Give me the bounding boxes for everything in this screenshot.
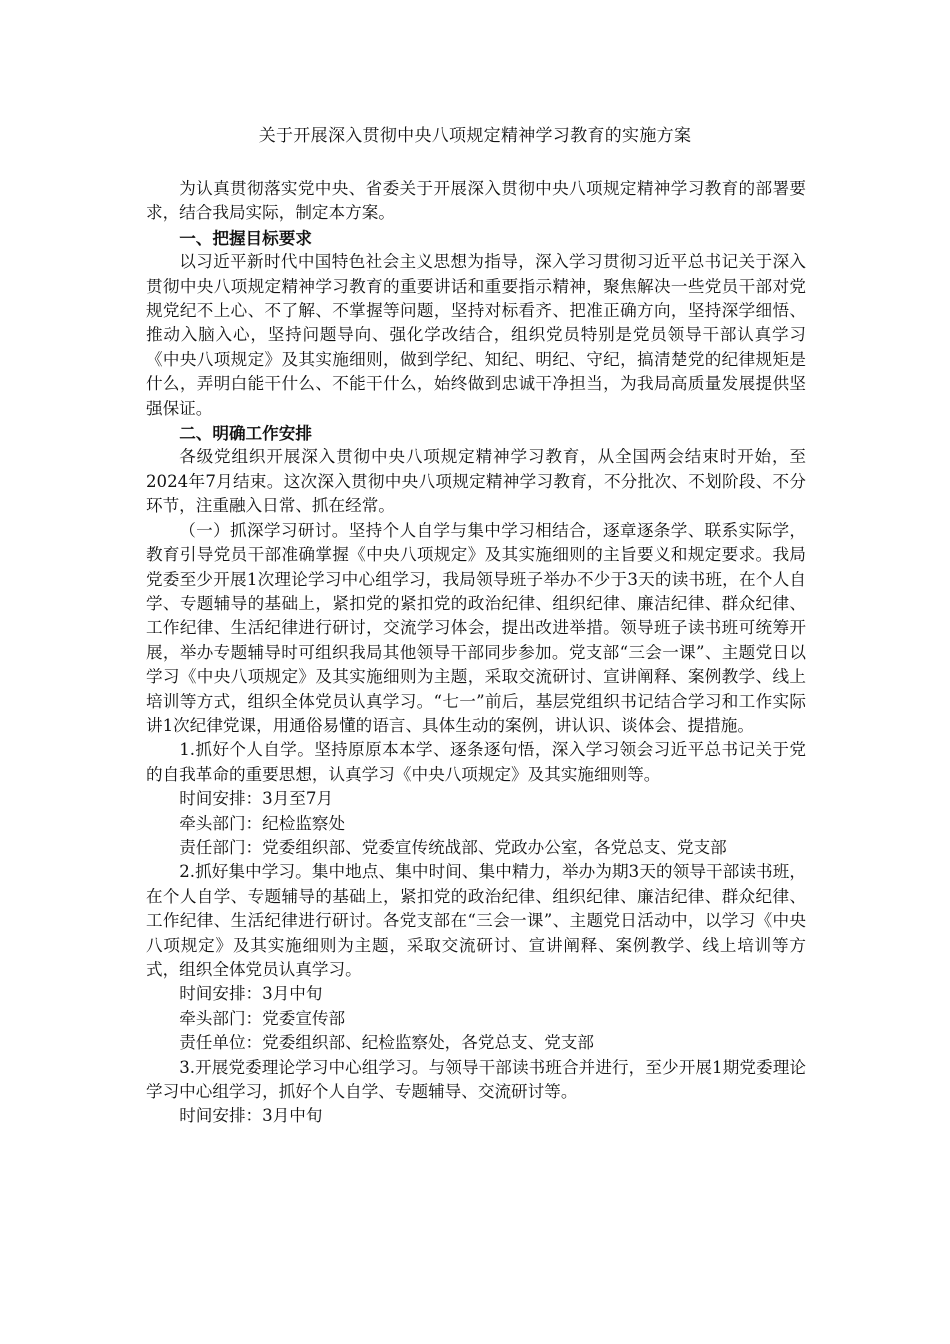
section-heading: 二、明确工作安排: [179, 423, 312, 444]
document-title: 关于开展深入贯彻中央八项规定精神学习教育的实施方案: [258, 126, 692, 146]
schedule-line: 时间安排：3月中旬: [179, 1106, 323, 1126]
responsible-unit-line: 责任单位：党委组织部、纪检监察处，各党总支、党支部: [179, 1033, 595, 1053]
document-body: [146, 177, 806, 1129]
item-paragraph: 1.抓好个人自学。坚持原原本本学、逐条逐句悟，深入学习领会习近平总书记关于党的自我革命的重要思想，认真学习《中央八项规定》及其实施细则等。: [146, 740, 806, 784]
lead-department-line: 牵头部门：党委宣传部: [179, 1008, 346, 1028]
body-paragraph: 以习近平新时代中国特色社会主义思想为指导，深入学习贯彻习近平总书记关于深入贯彻中央八项规定精神学习教育的重要讲话和重要指示精神，聚焦解决一些党员干部对党规党纪不上心、不了解、不掌握等问题，坚持对标看齐、把准正确方向，坚持深学细悟、推动入脑入心，坚持问题导向、强化学改结合，组织党员特别是党员领导干部认真学习《中央八项规定》及其实施细则，做到学纪、知纪、明纪、守纪，搞清楚党的纪律规矩是什么，弄明白能干什么、不能干什么，始终做到忠诚干净担当，为我局高质量发展提供坚强保证。: [146, 252, 806, 418]
intro-paragraph: 为认真贯彻落实党中央、省委关于开展深入贯彻中央八项规定精神学习教育的部署要求，结合我局实际，制定本方案。: [146, 179, 806, 223]
schedule-line: 时间安排：3月至7月: [179, 789, 334, 809]
section-heading: 一、把握目标要求: [179, 227, 312, 248]
schedule-line: 时间安排：3月中旬: [179, 984, 323, 1004]
body-paragraph: 各级党组织开展深入贯彻中央八项规定精神学习教育，从全国两会结束时开始，至2024年7月结束。这次深入贯彻中央八项规定精神学习教育，不分批次、不划阶段、不分环节，注重融入日常、抓在经常。: [146, 447, 806, 516]
subsection-paragraph: （一）抓深学习研讨。坚持个人自学与集中学习相结合，逐章逐条学、联系实际学，教育引导党员干部准确掌握《中央八项规定》及其实施细则的主旨要义和规定要求。我局党委至少开展1次理论学习中心组学习，我局领导班子举办不少于3天的读书班，在个人自学、专题辅导的基础上，紧扣党的紧扣党的政治纪律、组织纪律、廉洁纪律、群众纪律、工作纪律、生活纪律进行研讨，交流学习体会，提出改进举措。领导班子读书班可统筹开展，举办专题辅导时可组织我局其他领导干部同步参加。党支部“三会一课”、主题党日以学习《中央八项规定》及其实施细则为主题，采取交流研讨、宣讲阐释、案例教学、线上培训等方式，组织全体党员认真学习。“七一”前后，基层党组织书记结合学习和工作实际讲1次纪律党课，用通俗易懂的语言、具体生动的案例，讲认识、谈体会、提措施。: [146, 520, 806, 735]
item-paragraph: 2.抓好集中学习。集中地点、集中时间、集中精力，举办为期3天的领导干部读书班，在个人自学、专题辅导的基础上，紧扣党的政治纪律、组织纪律、廉洁纪律、群众纪律、工作纪律、生活纪律进行研讨。各党支部在“三会一课”、主题党日活动中，以学习《中央八项规定》及其实施细则为主题，采取交流研讨、宣讲阐释、案例教学、线上培训等方式，组织全体党员认真学习。: [146, 862, 806, 979]
lead-department-line: 牵头部门：纪检监察处: [179, 813, 346, 833]
item-paragraph: 3.开展党委理论学习中心组学习。与领导干部读书班合并进行，至少开展1期党委理论学习中心组学习，抓好个人自学、专题辅导、交流研讨等。: [146, 1057, 806, 1102]
responsible-department-line: 责任部门：党委组织部、党委宣传统战部、党政办公室，各党总支、党支部: [179, 837, 727, 857]
